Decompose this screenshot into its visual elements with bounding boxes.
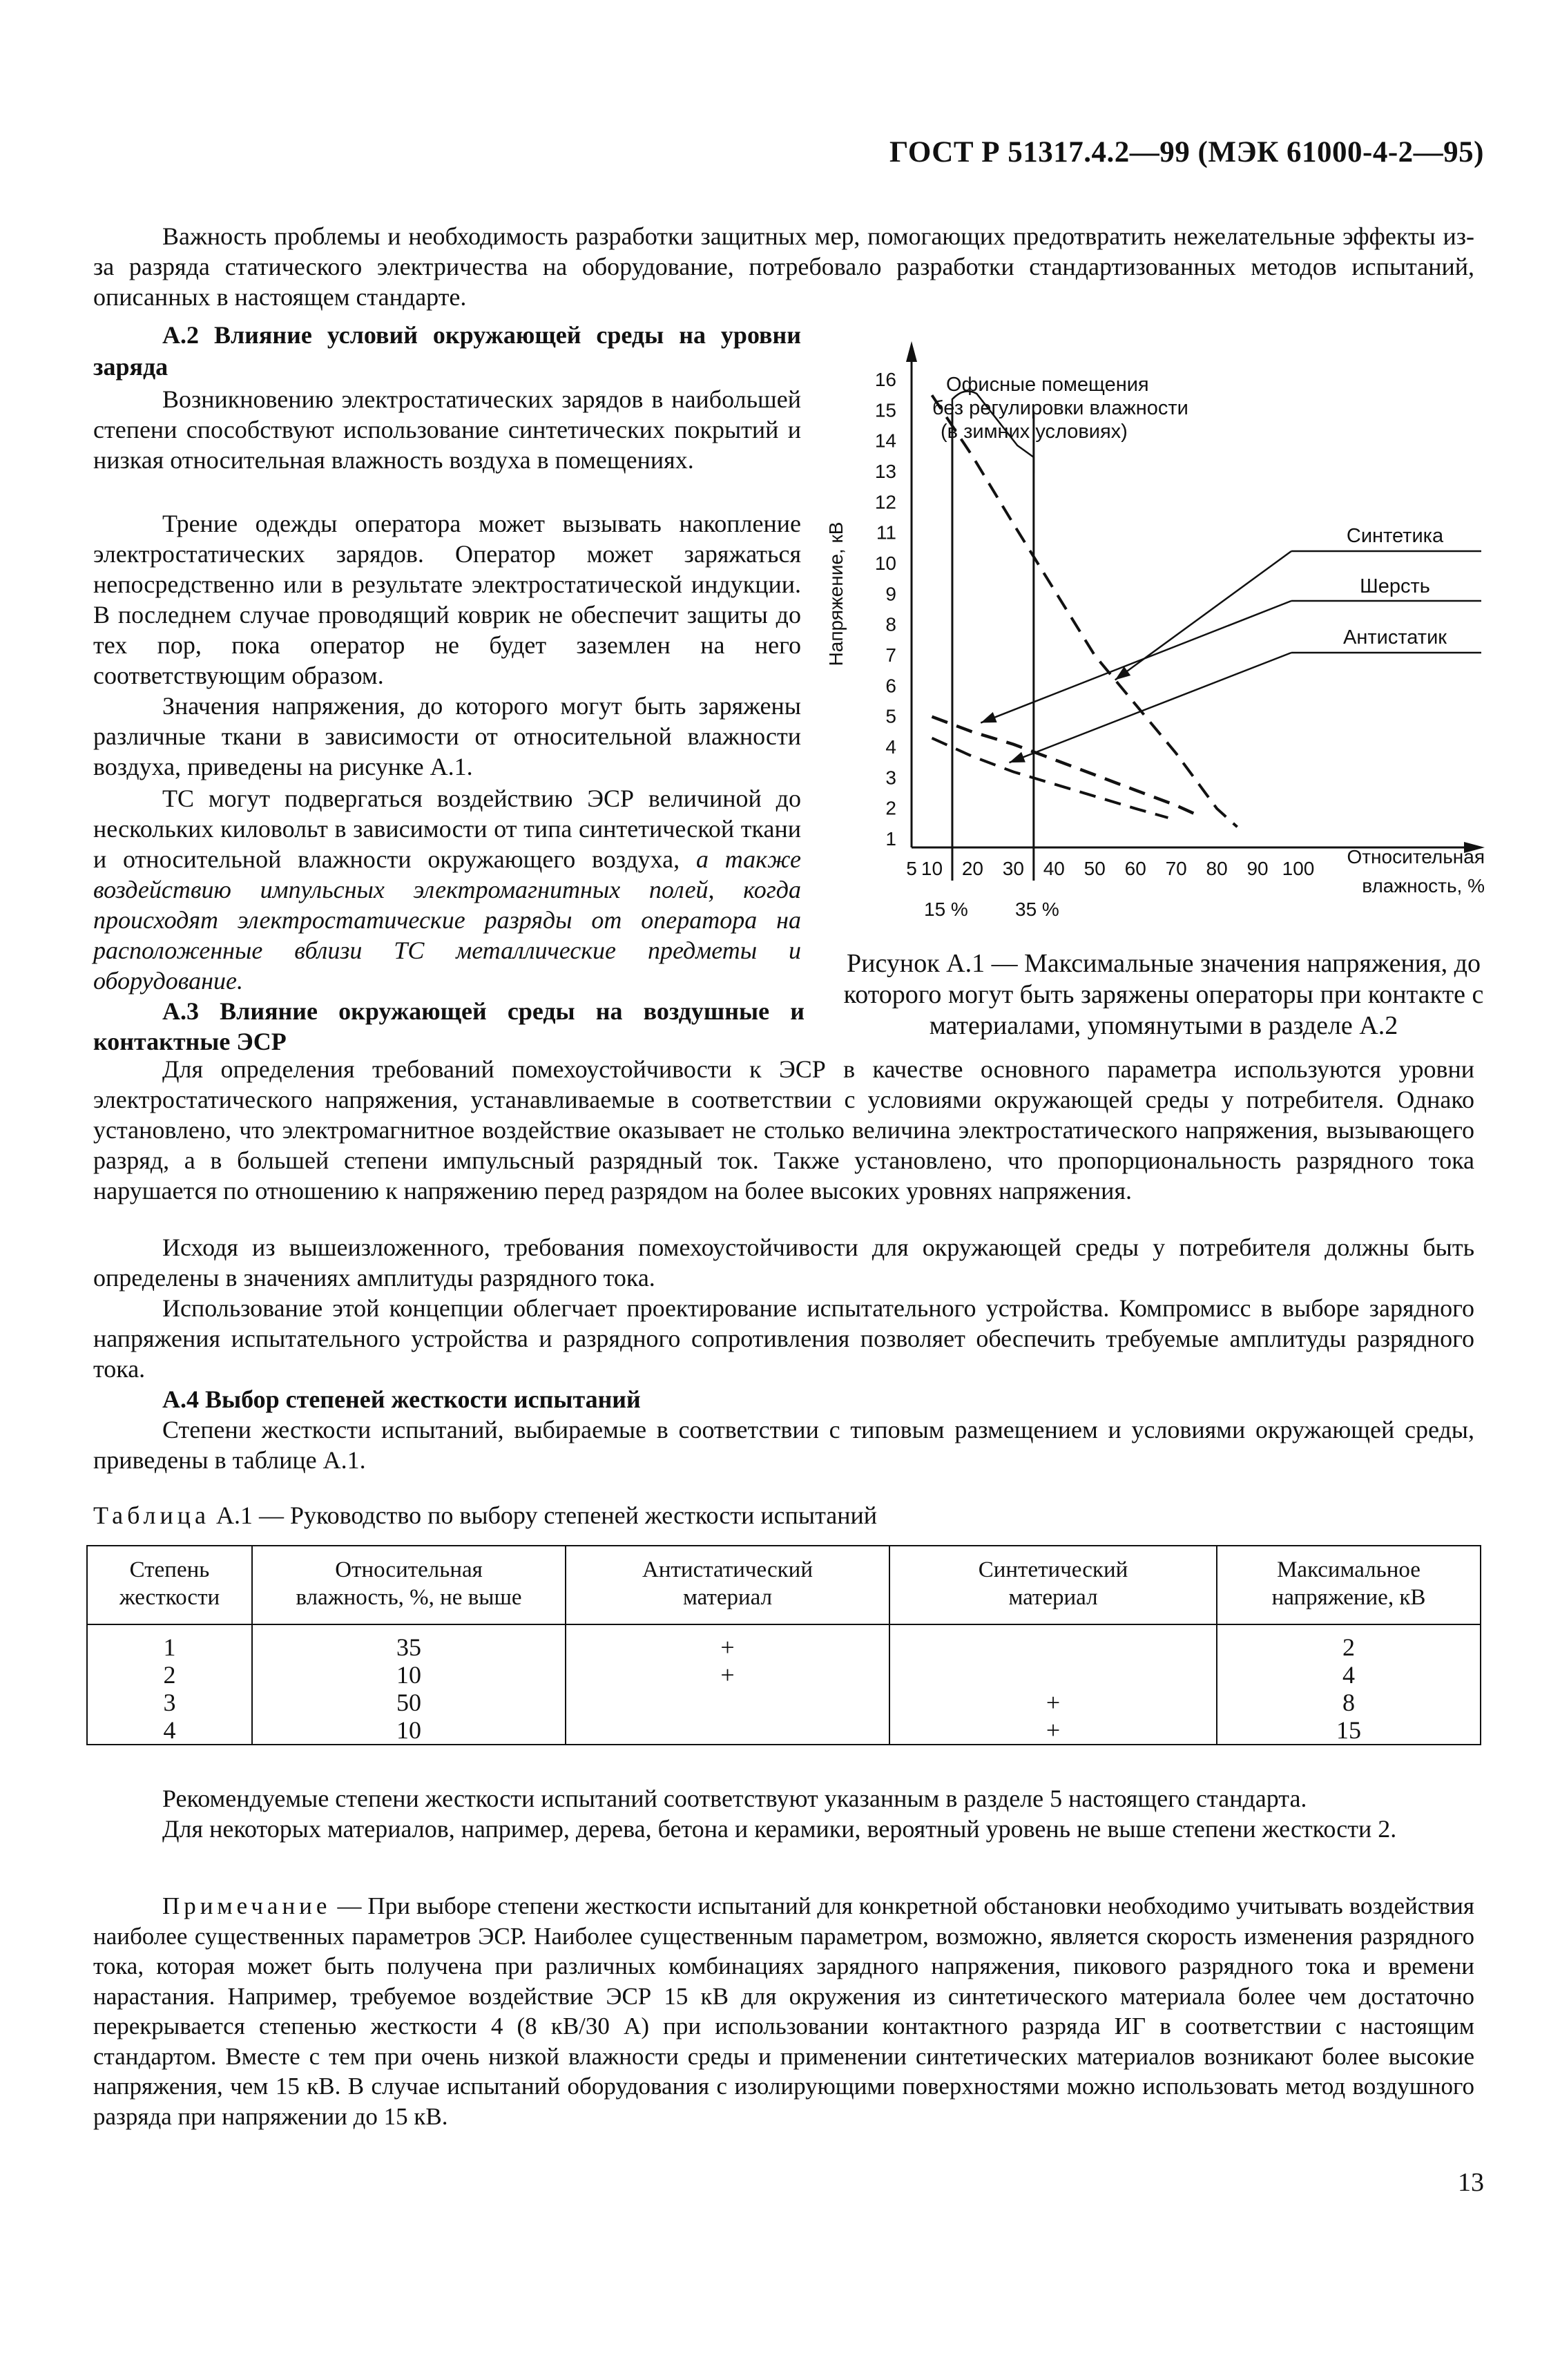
- cell-max-voltage: 2: [1217, 1624, 1481, 1661]
- x-tick-label: 60: [1124, 858, 1146, 879]
- header-antistatic: Антистатический материал: [566, 1546, 889, 1624]
- cell-max-voltage: 4: [1217, 1661, 1481, 1689]
- cell-humidity: 35: [252, 1624, 566, 1661]
- header-synthetic: Синтетический материал: [889, 1546, 1217, 1624]
- table-caption: [93, 1501, 877, 1530]
- cell-severity: 2: [87, 1661, 252, 1689]
- office-label-line-1: Офисные помещения: [946, 374, 1149, 396]
- section-a2-paragraph-1: Возникновению электростатических зарядов в наибольшей степени способствуют использование синтетических покрытий и низкая относительная влажность воздуха в помещениях.: [93, 385, 801, 474]
- x-tick-label: 30: [1002, 858, 1024, 879]
- x-tick-label: 10: [921, 858, 943, 879]
- series-label-1: Синтетика: [1346, 525, 1444, 547]
- y-tick-label: 6: [885, 675, 896, 697]
- chart-ylabel: Напряжение, кВ: [825, 521, 847, 666]
- header-severity: Степень жесткости: [87, 1546, 252, 1624]
- series-leader-arrow-2: [981, 712, 996, 722]
- cell-severity: 4: [87, 1716, 252, 1745]
- x-tick-label: 80: [1206, 858, 1228, 879]
- section-a2-paragraph-2: Трение одежды оператора может вызывать накопление электростатических зарядов. Оператор может заряжаться непосредственно или в результате электростатической индукции. В последнем случае проводящий коврик не обеспечит защиты до тех пор, пока оператор не будет заземлен на него соответствующим образом.: [93, 510, 801, 689]
- x-tick-label: 90: [1246, 858, 1269, 879]
- y-tick-label: 16: [874, 369, 896, 390]
- marker-35-label: 35 %: [1015, 899, 1059, 920]
- y-tick-label: 2: [885, 797, 896, 819]
- table-caption-rest: А.1 — Руководство по выбору степеней жесткости испытаний: [209, 1501, 878, 1529]
- y-tick-label: 7: [885, 644, 896, 666]
- cell-severity: 1: [87, 1624, 252, 1661]
- section-a3-paragraph-2: Исходя из вышеизложенного, требования помехоустойчивости для окружающей среды у потребителя должны быть определены в значениях амплитуды разрядного тока.: [93, 1234, 1474, 1292]
- cell-antistatic: +: [566, 1661, 889, 1689]
- x-tick-label: 20: [961, 858, 983, 879]
- chart-xlabel-line-2: влажность, %: [1362, 875, 1485, 896]
- cell-synthetic: +: [889, 1689, 1217, 1716]
- cell-max-voltage: 8: [1217, 1689, 1481, 1716]
- series-leader-arrow-3: [1009, 752, 1025, 762]
- cell-synthetic: [889, 1624, 1217, 1661]
- section-a2-paragraph-3: Значения напряжения, до которого могут быть заряжены различные ткани в зависимости от относительной влажности воздуха, приведены на рисунке А.1.: [93, 692, 801, 780]
- cell-humidity: 10: [252, 1661, 566, 1689]
- y-tick-label: 5: [885, 705, 896, 727]
- y-axis-arrow: [906, 341, 917, 362]
- page-number: 13: [1458, 2168, 1484, 2197]
- cell-antistatic: [566, 1716, 889, 1745]
- cell-max-voltage: 15: [1217, 1716, 1481, 1745]
- y-tick-label: 10: [874, 553, 896, 574]
- y-tick-label: 4: [885, 736, 896, 758]
- header-humidity: Относительная влажность, %, не выше: [252, 1546, 566, 1624]
- section-a3-paragraph-1: Для определения требований помехоустойчивости к ЭСР в качестве основного параметра используются уровни электростатического напряжения, устанавливаемые в соответствии с условиями окружающей среды у потребителя. Однако установлено, что электромагнитное воздействие оказывает не столько величина электростатического напряжения, вызывающего разряд, а в большей степени импульсный разрядный ток. Также установлено, что пропорциональность разрядного тока нарушается по отношению к напряжению перед разрядом на более высоких уровнях напряжения.: [93, 1055, 1474, 1205]
- figure-caption: Рисунок А.1 — Максимальные значения напряжения, до которого могут быть заряжены операторы при контакте с материалами, упомянутыми в разделе А.2: [843, 949, 1484, 1040]
- closing-paragraph-2: Для некоторых материалов, например, дерева, бетона и керамики, вероятный уровень не выше степени жесткости 2.: [162, 1815, 1397, 1843]
- section-a4-heading: А.4 Выбор степеней жесткости испытаний: [162, 1385, 641, 1413]
- series-line-3: [932, 738, 1168, 818]
- note-label: Примечание: [162, 1892, 331, 1919]
- section-a2-heading: А.2 Влияние условий окружающей среды на уровни заряда: [93, 321, 801, 381]
- x-tick-label: 50: [1084, 858, 1106, 879]
- office-label-line-3: (в зимних условиях): [941, 421, 1128, 443]
- cell-antistatic: +: [566, 1624, 889, 1661]
- paragraph-4-italic-text: а также воздействию импульсных электромагнитных полей, когда происходят электростатические разряды от оператора на расположенные вблизи ТС металлические предметы и оборудование.: [93, 845, 801, 995]
- cell-synthetic: [889, 1661, 1217, 1689]
- x-tick-label: 5: [906, 858, 917, 879]
- series-leader-3: [1009, 653, 1291, 762]
- paragraph-4-normal-text: ТС могут подвергаться воздействию ЭСР величиной до нескольких киловольт в зависимости от типа синтетической ткани и относительной влажности окружающего воздуха,: [93, 785, 801, 873]
- y-tick-label: 1: [885, 828, 896, 850]
- note-text: — При выборе степени жесткости испытаний для конкретной обстановки необходимо учитывать воздействия наиболее существенных параметров ЭСР. Наиболее существенным параметром, возможно, является скорость изменения разрядного тока, которая может быть получена при различных комбинациях зарядного напряжения, пикового разрядного тока и времени нарастания. Например, требуемое воздействие ЭСР 15 кВ для окружения из синтетического материала более чем достаточно перекрывается степенью жесткости 4 (8 кВ/30 А) при использовании контактного разряда ИГ в соответствии с настоящим стандартом. Вместе с тем при очень низкой влажности среды и применении синтетических материалов возникают более высокие напряжения, чем 15 кВ. В случае испытаний оборудования с изолирующими поверхностями можно использовать метод воздушного разряда при напряжении до 15 кВ.: [93, 1892, 1474, 2130]
- section-a2-paragraph-4: [93, 783, 801, 996]
- office-label-line-2: без регулировки влажности: [932, 397, 1188, 419]
- y-tick-label: 3: [885, 767, 896, 789]
- intro-paragraph: Важность проблемы и необходимость разработки защитных мер, помогающих предотвратить нежелательные эффекты из-за разряда статического электричества на оборудование, потребовало разработки стандартизованных методов испытаний, описанных в настоящем стандарте.: [93, 222, 1474, 311]
- section-a3-heading: А.3 Влияние окружающей среды на воздушные и контактные ЭСР: [93, 997, 805, 1055]
- table-row: [87, 1716, 1481, 1745]
- y-tick-label: 11: [876, 521, 896, 544]
- table-caption-word: Таблица: [93, 1501, 210, 1529]
- x-tick-label: 40: [1043, 858, 1065, 879]
- cell-antistatic: [566, 1689, 889, 1716]
- cell-severity: 3: [87, 1689, 252, 1716]
- closing-paragraph-1: Рекомендуемые степени жесткости испытаний соответствуют указанным в разделе 5 настоящего стандарта.: [162, 1785, 1307, 1812]
- severity-table: [86, 1545, 1481, 1745]
- table-header-row: [87, 1546, 1481, 1624]
- x-tick-label: 70: [1165, 858, 1187, 879]
- note-paragraph: [93, 1891, 1474, 2131]
- document-header: ГОСТ Р 51317.4.2—99 (МЭК 61000-4-2—95): [889, 136, 1484, 169]
- cell-synthetic: +: [889, 1716, 1217, 1745]
- y-tick-label: 9: [885, 583, 896, 605]
- marker-15-label: 15 %: [924, 899, 968, 920]
- header-max-voltage: Максимальное напряжение, кВ: [1217, 1546, 1481, 1624]
- section-a4-paragraph: Степени жесткости испытаний, выбираемые в соответствии с типовым размещением и условиями окружающей среды, приведены в таблице А.1.: [93, 1416, 1474, 1474]
- table-row: [87, 1661, 1481, 1689]
- y-tick-label: 12: [874, 491, 896, 513]
- cell-humidity: 50: [252, 1689, 566, 1716]
- y-tick-label: 14: [874, 430, 896, 452]
- y-tick-label: 15: [874, 399, 896, 421]
- table-row: [87, 1689, 1481, 1716]
- chart-xlabel-line-1: Относительная: [1347, 846, 1485, 867]
- y-tick-label: 13: [874, 461, 896, 482]
- y-tick-label: 8: [885, 613, 896, 635]
- series-label-3: Антистатик: [1343, 626, 1447, 649]
- x-tick-label: 100: [1282, 858, 1315, 879]
- cell-humidity: 10: [252, 1716, 566, 1745]
- voltage-humidity-chart: [822, 332, 1512, 932]
- table-row: [87, 1624, 1481, 1661]
- series-label-2: Шерсть: [1360, 575, 1430, 597]
- series-line-1: [932, 395, 1238, 827]
- section-a3-paragraph-3: Использование этой концепции облегчает проектирование испытательного устройства. Компромисс в выборе зарядного напряжения испытательного устройства и разрядного сопротивления позволяет обеспечить требуемые амплитуды разрядного тока.: [93, 1294, 1474, 1383]
